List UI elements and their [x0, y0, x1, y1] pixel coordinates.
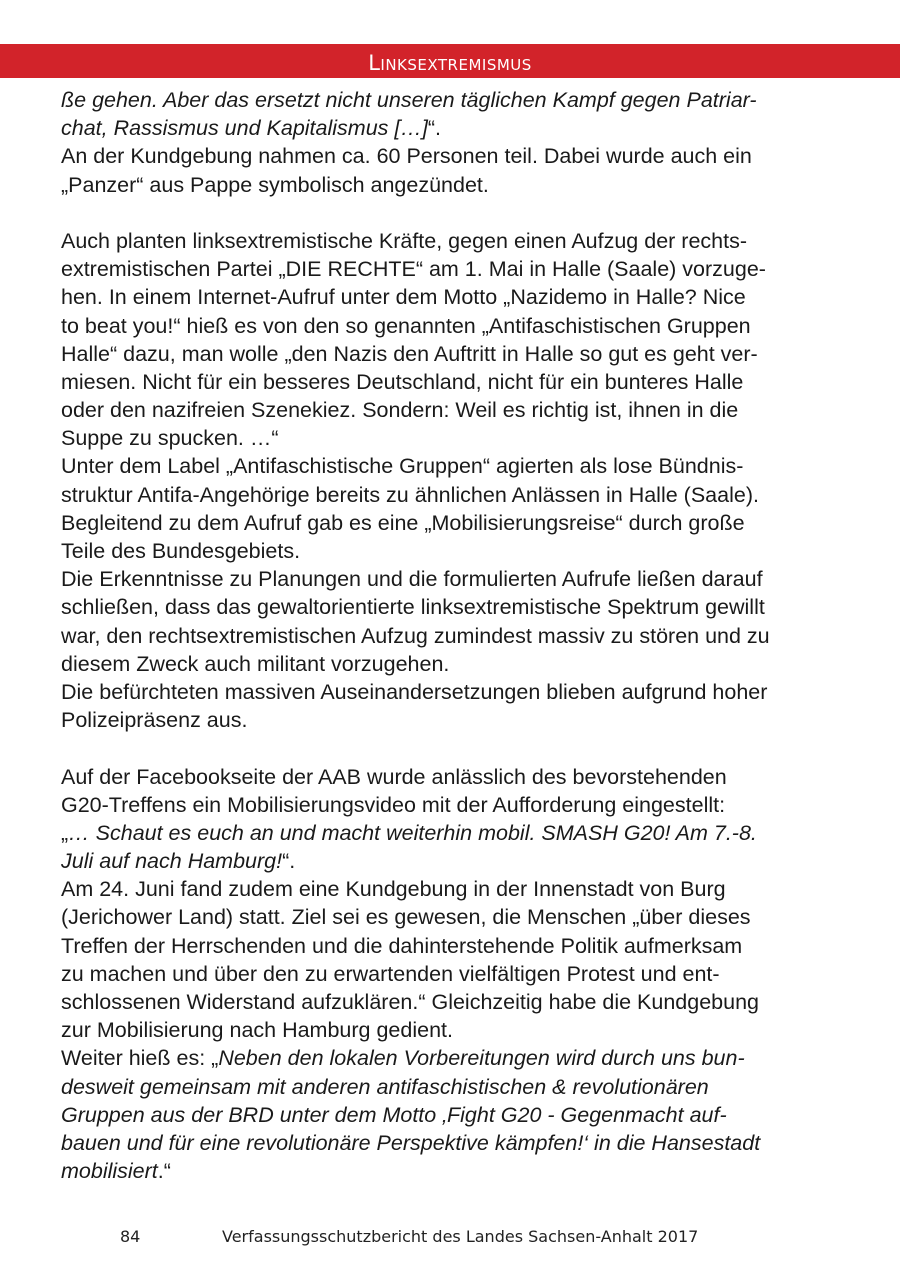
text-line: [61, 481, 851, 509]
text-fragment: Begleitend zu dem Aufruf gab es eine „Mobilisierungsreise“ durch große: [61, 510, 745, 535]
text-fragment: Die befürchteten massiven Auseinandersetzungen blieben aufgrund hoher: [61, 679, 768, 704]
quote-fragment: Juli auf nach Hamburg!: [61, 849, 283, 874]
text-line: [61, 875, 851, 903]
text-fragment: struktur Antifa-Angehörige bereits zu ähnlichen Anlässen in Halle (Saale).: [61, 482, 759, 507]
quote-fragment: chat, Rassismus und Kapitalismus […]: [61, 116, 428, 141]
text-fragment: G20-Treffens ein Mobilisierungsvideo mit der Aufforderung eingestellt:: [61, 792, 726, 817]
text-line: [61, 227, 851, 255]
text-fragment: miesen. Nicht für ein besseres Deutschland, nicht für ein bunteres Halle: [61, 369, 744, 394]
text-fragment: Auch planten linksextremistische Kräfte, gegen einen Aufzug der rechts-: [61, 228, 747, 253]
text-line: [61, 988, 851, 1016]
text-line: [61, 763, 851, 791]
text-line: [61, 396, 851, 424]
text-line: [61, 509, 851, 537]
text-fragment: „: [61, 820, 69, 845]
paragraph-spacer: [61, 734, 851, 762]
text-fragment: war, den rechtsextremistischen Aufzug zumindest massiv zu stören und zu: [61, 623, 770, 648]
body-text: [61, 86, 851, 1185]
paragraph-spacer: [61, 199, 851, 227]
text-line: [61, 1101, 851, 1129]
text-fragment: Polizeipräsenz aus.: [61, 708, 248, 733]
text-fragment: Weiter hieß es: „: [61, 1046, 219, 1071]
text-fragment: .“: [157, 1159, 171, 1184]
text-line: [61, 622, 851, 650]
text-line: [61, 142, 851, 170]
text-fragment: Treffen der Herrschenden und die dahinterstehende Politik aufmerksam: [61, 933, 743, 958]
text-fragment: “.: [282, 849, 296, 874]
quote-fragment: ße gehen. Aber das ersetzt nicht unseren täglichen Kampf gegen Patriar-: [61, 88, 757, 112]
quote-fragment: mobilisiert: [61, 1159, 158, 1184]
text-line: [61, 1157, 851, 1185]
text-line: [61, 368, 851, 396]
text-line: [61, 537, 851, 565]
text-line: [61, 706, 851, 734]
quote-fragment: Gruppen aus der BRD unter dem Motto ‚Fight G20 - Gegenmacht auf-: [61, 1102, 727, 1127]
text-fragment: zur Mobilisierung nach Hamburg gedient.: [61, 1018, 453, 1043]
quote-fragment: … Schaut es euch an und macht weiterhin mobil. SMASH G20! Am 7.-8.: [68, 820, 757, 845]
text-fragment: Suppe zu spucken. …“: [61, 426, 279, 451]
text-fragment: schließen, dass das gewaltorientierte linksextremistische Spektrum gewillt: [61, 595, 765, 620]
text-line: [61, 452, 851, 480]
text-fragment: to beat you!“ hieß es von den so genannten „Antifaschistischen Gruppen: [61, 313, 751, 338]
text-fragment: Am 24. Juni fand zudem eine Kundgebung in der Innenstadt von Burg: [61, 877, 726, 902]
text-line: [61, 171, 851, 199]
text-fragment: „Panzer“ aus Pappe symbolisch angezündet.: [61, 172, 489, 197]
text-fragment: Halle“ dazu, man wolle „den Nazis den Auftritt in Halle so gut es geht ver-: [61, 341, 758, 366]
text-line: [61, 903, 851, 931]
text-fragment: Teile des Bundesgebiets.: [61, 539, 301, 563]
text-line: [61, 791, 851, 819]
text-line: [61, 650, 851, 678]
page-number: 84: [120, 1227, 141, 1246]
text-fragment: oder den nazifreien Szenekiez. Sondern: Weil es richtig ist, ihnen in die: [61, 398, 739, 423]
text-fragment: An der Kundgebung nahmen ca. 60 Personen teil. Dabei wurde auch ein: [61, 144, 752, 169]
text-fragment: (Jerichower Land) statt. Ziel sei es gewesen, die Menschen „über dieses: [61, 905, 751, 930]
text-line: [61, 340, 851, 368]
quote-fragment: Neben den lokalen Vorbereitungen wird durch uns bun-: [218, 1046, 745, 1071]
text-fragment: schlossenen Widerstand aufzuklären.“ Gleichzeitig habe die Kundgebung: [61, 990, 759, 1014]
text-line: [61, 255, 851, 283]
text-fragment: “.: [427, 116, 441, 141]
text-line: [61, 960, 851, 988]
text-fragment: diesem Zweck auch militant vorzugehen.: [61, 651, 450, 676]
text-line: [61, 283, 851, 311]
text-line: [61, 847, 851, 875]
publication-title: Verfassungsschutzbericht des Landes Sachsen-Anhalt 2017: [222, 1227, 699, 1246]
text-line: [61, 932, 851, 960]
text-fragment: Auf der Facebookseite der AAB wurde anlässlich des bevorstehenden: [61, 764, 727, 789]
text-fragment: hen. In einem Internet-Aufruf unter dem Motto „Nazidemo in Halle? Nice: [61, 285, 746, 310]
quote-fragment: desweit gemeinsam mit anderen antifaschistischen & revolutionären: [61, 1074, 709, 1099]
text-fragment: zu machen und über den zu erwartenden vielfältigen Protest und ent-: [61, 961, 720, 986]
text-line: [61, 114, 851, 142]
section-title: Linksextremismus: [368, 51, 532, 75]
text-line: [61, 1129, 851, 1157]
text-line: [61, 1073, 851, 1101]
text-line: [61, 565, 851, 593]
text-fragment: Die Erkenntnisse zu Planungen und die formulierten Aufrufe ließen darauf: [61, 567, 763, 592]
text-line: [61, 1016, 851, 1044]
page-footer: [0, 1227, 900, 1249]
text-fragment: extremistischen Partei „DIE RECHTE“ am 1. Mai in Halle (Saale) vorzuge-: [61, 257, 766, 282]
text-line: [61, 593, 851, 621]
text-line: [61, 1044, 851, 1072]
text-line: [61, 678, 851, 706]
text-line: [61, 424, 851, 452]
quote-fragment: bauen und für eine revolutionäre Perspektive kämpfen!‘ in die Hansestadt: [61, 1130, 761, 1155]
section-header-bar: [0, 44, 900, 78]
text-fragment: Unter dem Label „Antifaschistische Gruppen“ agierten als lose Bündnis-: [61, 454, 744, 479]
text-line: [61, 819, 851, 847]
text-line: [61, 86, 851, 114]
text-line: [61, 312, 851, 340]
